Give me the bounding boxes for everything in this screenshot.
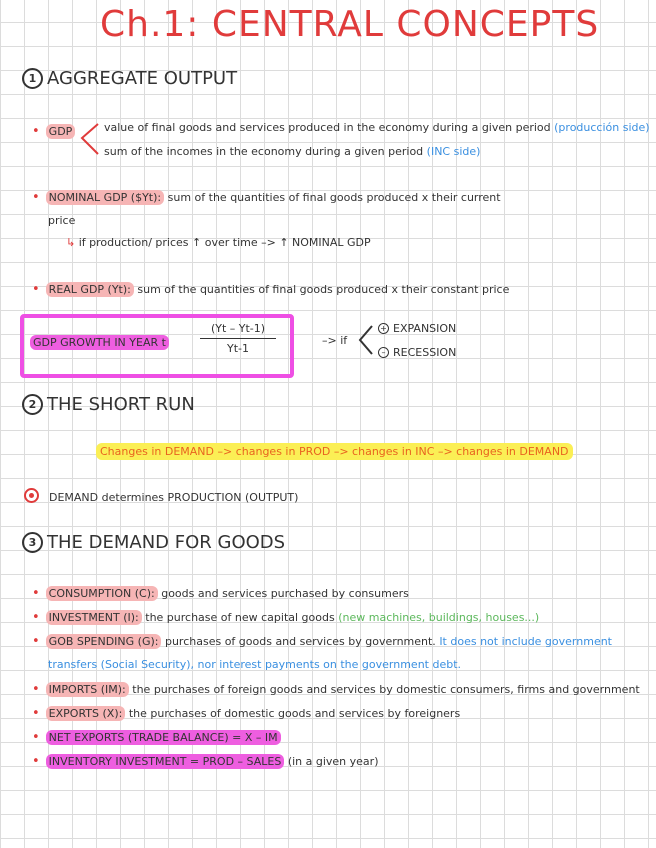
- split-brace-icon: [78, 120, 102, 160]
- item-term: GOB SPENDING (G):: [46, 634, 162, 649]
- item-term: CONSUMPTION (C):: [46, 586, 158, 601]
- nominal-gdp-note-text: if production/ prices ↑ over time –> ↑ NOMINAL GDP: [78, 236, 371, 249]
- section-number: 1: [22, 68, 43, 89]
- arrow-return-icon: ↳: [66, 236, 76, 249]
- list-item: [32, 586, 409, 601]
- demand-note-row: [24, 488, 298, 504]
- fraction-line: [200, 338, 276, 339]
- plus-circle-icon: +: [378, 323, 389, 334]
- nominal-gdp-def: sum of the quantities of final goods produced x their current: [167, 191, 501, 204]
- nominal-gdp-row: [32, 190, 501, 205]
- real-gdp-term: REAL GDP (Yt):: [46, 282, 134, 297]
- list-item: [32, 706, 460, 721]
- real-gdp-def: sum of the quantities of final goods produced x their constant price: [137, 283, 510, 296]
- bullet-icon: •: [32, 682, 40, 697]
- gdp-term-row: [32, 124, 75, 139]
- gdp-def1-text: value of final goods and services produced in the economy during a given period: [104, 121, 551, 134]
- nominal-gdp-def-cont: price: [48, 214, 76, 227]
- real-gdp-row: [32, 282, 509, 297]
- nominal-gdp-note: [66, 236, 371, 249]
- condition-brace-icon: [356, 322, 376, 358]
- demand-chain-text: Changes in DEMAND –> changes in PROD –> changes in INC –> changes in DEMAND: [96, 443, 573, 460]
- item-note: (new machines, buildings, houses...): [338, 611, 540, 624]
- bullet-icon: •: [32, 190, 40, 205]
- item-term: INVENTORY INVESTMENT = PROD – SALES: [46, 754, 285, 769]
- item-note-cont: transfers (Social Security), nor interest payments on the government debt.: [48, 658, 462, 671]
- bullet-icon: •: [32, 610, 40, 625]
- section-number: 2: [22, 394, 43, 415]
- demand-note-text: DEMAND determines PRODUCTION (OUTPUT): [49, 491, 299, 504]
- formula-numerator: (Yt – Yt-1): [210, 322, 266, 335]
- demand-chain: [96, 445, 573, 458]
- item-def: the purchases of foreign goods and services by domestic consumers, firms and government: [132, 683, 640, 696]
- list-item: [32, 754, 378, 769]
- section-title: AGGREGATE OUTPUT: [47, 68, 238, 89]
- bullet-icon: •: [32, 634, 40, 649]
- gdp-definition-2: [104, 145, 480, 158]
- gdp-def1-note: (producción side): [554, 121, 650, 134]
- gdp-term: GDP: [46, 124, 76, 139]
- item-term: NET EXPORTS (TRADE BALANCE) = X – IM: [46, 730, 281, 745]
- item-def: goods and services purchased by consumers: [161, 587, 409, 600]
- bullet-icon: •: [32, 706, 40, 721]
- section-2-heading: [22, 394, 195, 415]
- list-item: [32, 634, 612, 649]
- page-title: Ch.1: CENTRAL CONCEPTS: [100, 4, 600, 45]
- expansion-row: [378, 322, 456, 335]
- list-item: [32, 682, 640, 697]
- gdp-definition-1: [104, 121, 650, 134]
- section-number: 3: [22, 532, 43, 553]
- target-icon: [24, 488, 39, 503]
- list-item: [32, 730, 281, 745]
- item-term: IMPORTS (IM):: [46, 682, 129, 697]
- item-def: (in a given year): [287, 755, 379, 768]
- gdp-growth-formula: [200, 322, 276, 355]
- recession-row: [378, 346, 456, 359]
- item-def: the purchases of domestic goods and services by foreigners: [128, 707, 461, 720]
- expansion-label: EXPANSION: [393, 322, 457, 335]
- gdp-growth-label: GDP GROWTH IN YEAR t: [30, 335, 169, 350]
- recession-label: RECESSION: [393, 346, 457, 359]
- gdp-def2-text: sum of the incomes in the economy during a given period: [104, 145, 424, 158]
- gdp-growth-label-wrap: [30, 336, 169, 349]
- section-3-heading: [22, 532, 285, 553]
- nominal-gdp-term: NOMINAL GDP ($Yt):: [46, 190, 164, 205]
- section-title: THE SHORT RUN: [47, 394, 195, 415]
- item-term: INVESTMENT (I):: [46, 610, 142, 625]
- list-item: [32, 610, 539, 625]
- gdp-def2-note: (INC side): [426, 145, 481, 158]
- item-term: EXPORTS (X):: [46, 706, 126, 721]
- item-def: purchases of goods and services by government.: [164, 635, 436, 648]
- minus-circle-icon: –: [378, 347, 389, 358]
- bullet-icon: •: [32, 754, 40, 769]
- bullet-icon: •: [32, 124, 40, 139]
- item-note: It does not include government: [439, 635, 612, 648]
- bullet-icon: •: [32, 282, 40, 297]
- item-def: the purchase of new capital goods: [145, 611, 335, 624]
- bullet-icon: •: [32, 586, 40, 601]
- section-1-heading: [22, 68, 237, 89]
- formula-denominator: Yt-1: [227, 342, 249, 355]
- bullet-icon: •: [32, 730, 40, 745]
- section-title: THE DEMAND FOR GOODS: [47, 532, 286, 553]
- growth-if-text: –> if: [322, 334, 348, 347]
